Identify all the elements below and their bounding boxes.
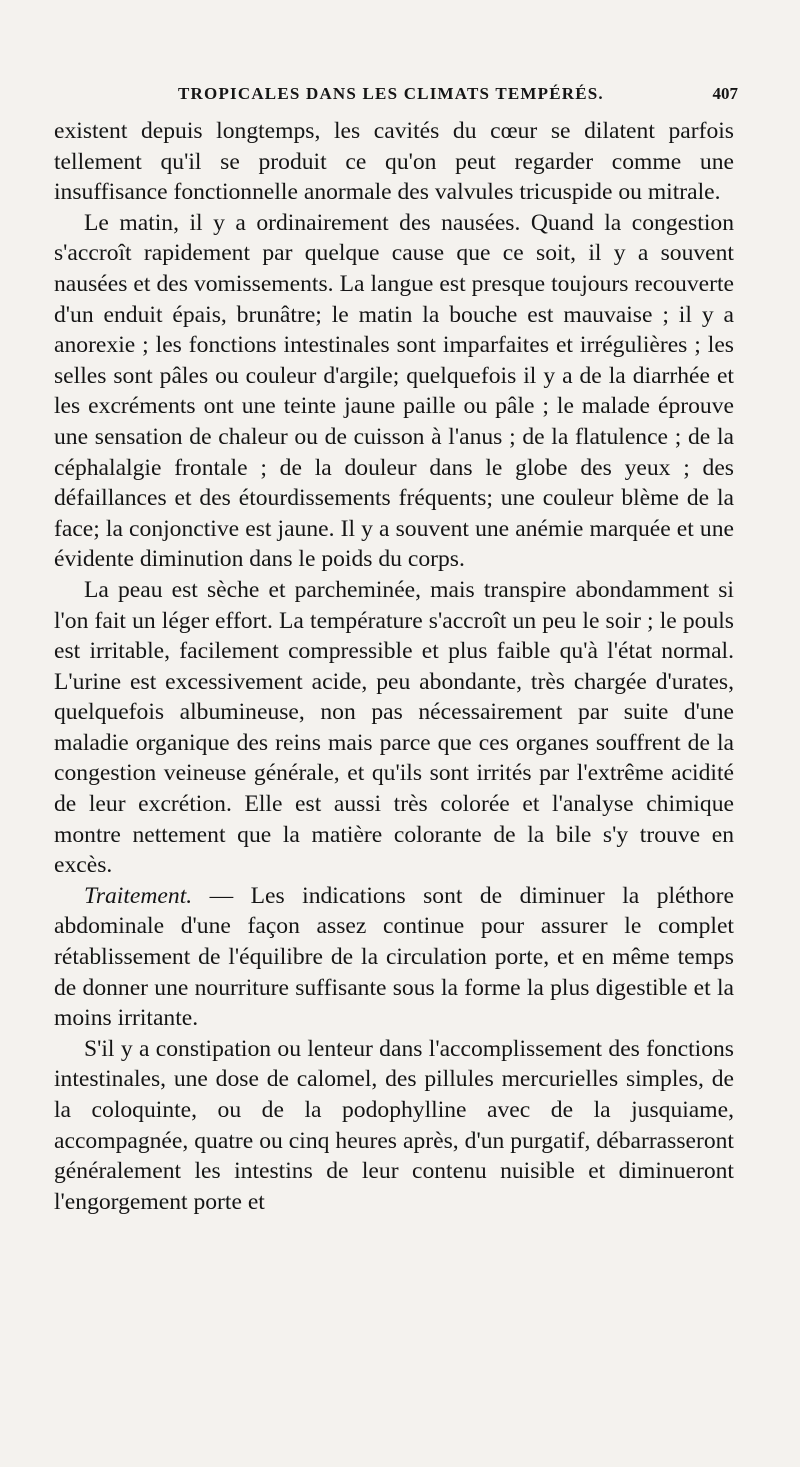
paragraph-3: La peau est sèche et parcheminée, mais transpire abondamment si l'on fait un léger effort. La température s'accroît un peu le soir ; le pouls est irritable, facilement compressible et plus faible qu'à l'état normal. L'urine est excessivement acide, peu abondante, très chargée d'urates, quelquefois albumineuse, non pas nécessairement par suite d'une maladie organique des reins mais parce que ces organes souffrent de la congestion veineuse générale, et qu'ils sont irrités par l'extrême acidité de leur excrétion. Elle est aussi très colorée et l'analyse chimique montre nettement que la matière colorante de la bile s'y trouve en excès. [54,576,734,879]
running-header [178,84,738,112]
paragraph-4 [54,881,734,1034]
running-title: TROPICALES DANS LES CLIMATS TEMPÉRÉS. [178,84,604,103]
body-text [54,116,734,1217]
paragraph-5: S'il y a constipation ou lenteur dans l'accomplissement des fonctions intestinales, une dose de calomel, des pillules mercurielles simples, de la coloquinte, ou de la podophylline avec de la jusquiame, accompagnée, quatre ou cinq heures après, d'un purgatif, débarrasseront généralement les intestins de leur contenu nuisible et diminueront l'engorgement porte et [54,1035,734,1215]
paragraph-1: existent depuis longtemps, les cavités du cœur se dilatent parfois tellement qu'il se produit ce qu'on peut regarder comme une insuffisance fonctionnelle anormale des valvules tricuspide ou mitrale. [54,118,734,206]
paragraph-4-text: — Les indications sont de diminuer la pléthore abdominale d'une façon assez continue pour assurer le complet rétablissement de l'équilibre de la circulation porte, et en même temps de donner une nourriture suffisante sous la forme la plus digestible et la moins irritante. [54,882,734,1032]
section-heading-traitement: Traitement. [84,882,193,909]
paragraph-2: Le matin, il y a ordinairement des nausées. Quand la congestion s'accroît rapidement par quelque cause que ce soit, il y a souvent nausées et des vomissements. La langue est presque toujours recouverte d'un enduit épais, brunâtre; le matin la bouche est mauvaise ; il y a anorexie ; les fonctions intestinales sont imparfaites et irrégulières ; les selles sont pâles ou couleur d'argile; quelquefois il y a de la diarrhée et les excréments ont une teinte jaune paille ou pâle ; le malade éprouve une sensation de chaleur ou de cuisson à l'anus ; de la flatulence ; de la céphalalgie frontale ; de la douleur dans le globe des yeux ; des défaillances et des étourdissements fréquents; une couleur blème de la face; la conjonctive est jaune. Il y a souvent une anémie marquée et une évidente diminution dans le poids du corps. [54,209,734,573]
page-number: 407 [712,84,738,103]
